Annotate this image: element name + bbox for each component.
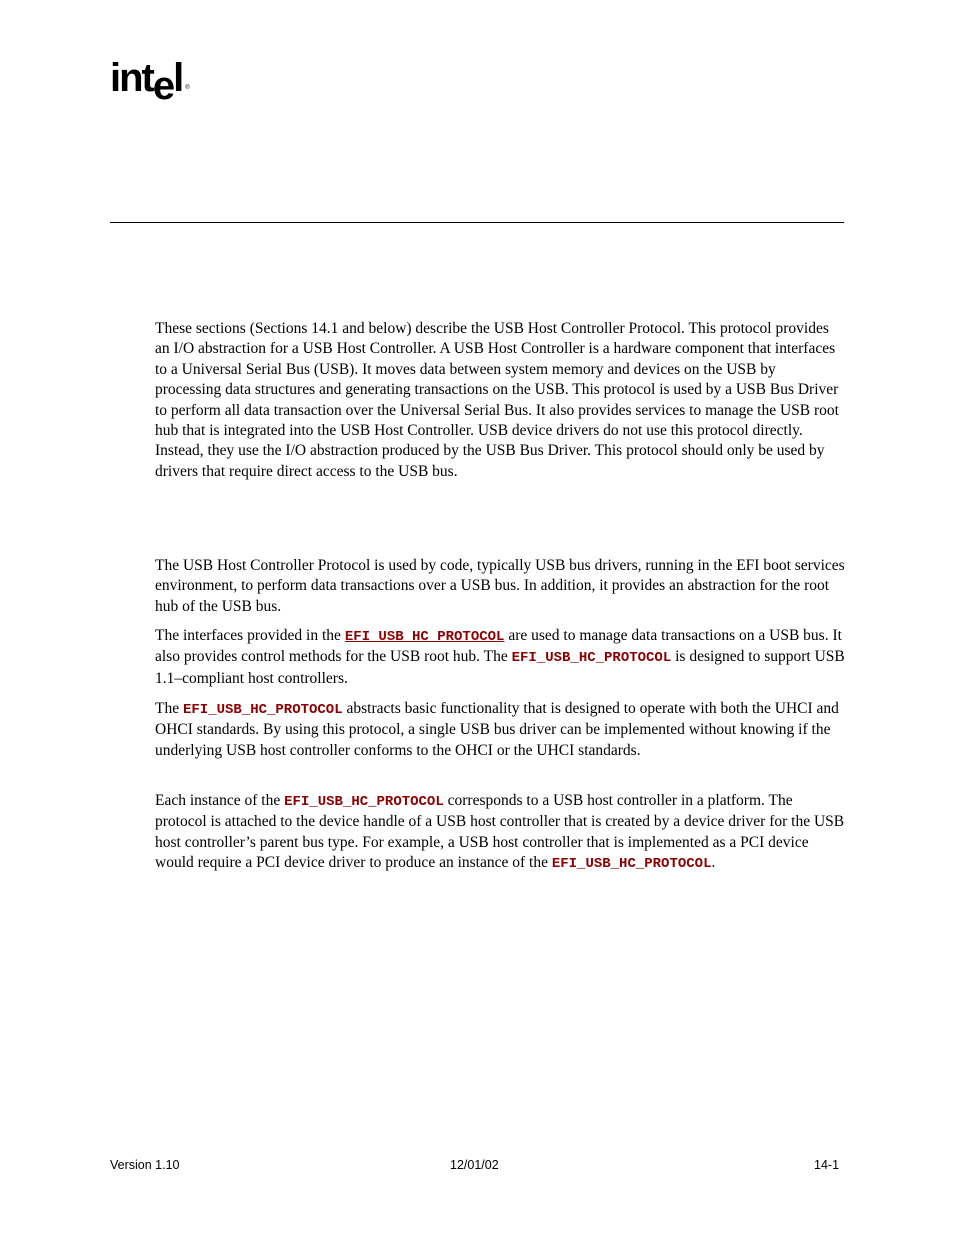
footer-date: 12/01/02	[450, 1158, 499, 1172]
protocol-name: EFI_USB_HC_PROTOCOL	[551, 856, 712, 873]
protocol-name: EFI_USB_HC_PROTOCOL	[182, 702, 343, 718]
footer-version: Version 1.10	[110, 1158, 180, 1172]
intel-logo: intel ®	[110, 56, 190, 108]
overview-paragraph-3: The EFI_USB_HC_PROTOCOL abstracts basic functionality that is designed to operate with both the UHCI and OHCI standards. By using this protocol, a single USB bus driver can be implemented without knowing if the underlying USB host controller conforms to the OHCI or the UHCI standards.	[155, 700, 839, 759]
overview-paragraph-2: The interfaces provided in the EFI_USB_HC_PROTOCOL are used to manage data transactions on a USB bus. It also provides control methods for the USB root hub. The EFI_USB_HC_PROTOCOL is designed to support USB 1.1–compliant host controllers.	[155, 627, 845, 687]
header-rule	[110, 222, 844, 223]
intro-paragraph: These sections (Sections 14.1 and below) describe the USB Host Controller Protocol. This protocol provides an I/O abstraction for a USB Host Controller. A USB Host Controller is a hardware component that interfaces to a Universal Serial Bus (USB). It moves data between system memory and devices on the USB by processing data structures and generating transactions on the USB. This protocol is used by a USB Bus Driver to perform all data transaction over the Universal Serial Bus. It also provides services to manage the USB root hub that is integrated into the USB Host Controller. USB device drivers do not use this protocol directly. Instead, they use the I/O abstraction produced by the USB Bus Driver. This protocol should only be used by drivers that require direct access to the USB bus.	[155, 320, 839, 480]
footer-page-number: 14-1	[814, 1158, 840, 1172]
protocol-link[interactable]: EFI_USB_HC_PROTOCOL	[344, 629, 505, 645]
overview-paragraph-4: Each instance of the EFI_USB_HC_PROTOCOL corresponds to a USB host controller in a platform. The protocol is attached to the device handle of a USB host controller that is created by a device driver for the USB host controller’s parent bus type. For example, a USB host controller that is implemented as a PCI device would require a PCI device driver to produce an instance of the EFI_USB_HC_PROTOCOL.	[155, 792, 845, 873]
overview-paragraph-1: The USB Host Controller Protocol is used by code, typically USB bus drivers, running in the EFI boot services environment, to perform data transactions over a USB bus. In addition, it provides an abstraction for the root hub of the USB bus.	[155, 557, 845, 615]
protocol-name: EFI_USB_HC_PROTOCOL	[511, 650, 672, 667]
registered-mark: ®	[185, 85, 190, 91]
protocol-name: EFI_USB_HC_PROTOCOL	[284, 794, 444, 810]
